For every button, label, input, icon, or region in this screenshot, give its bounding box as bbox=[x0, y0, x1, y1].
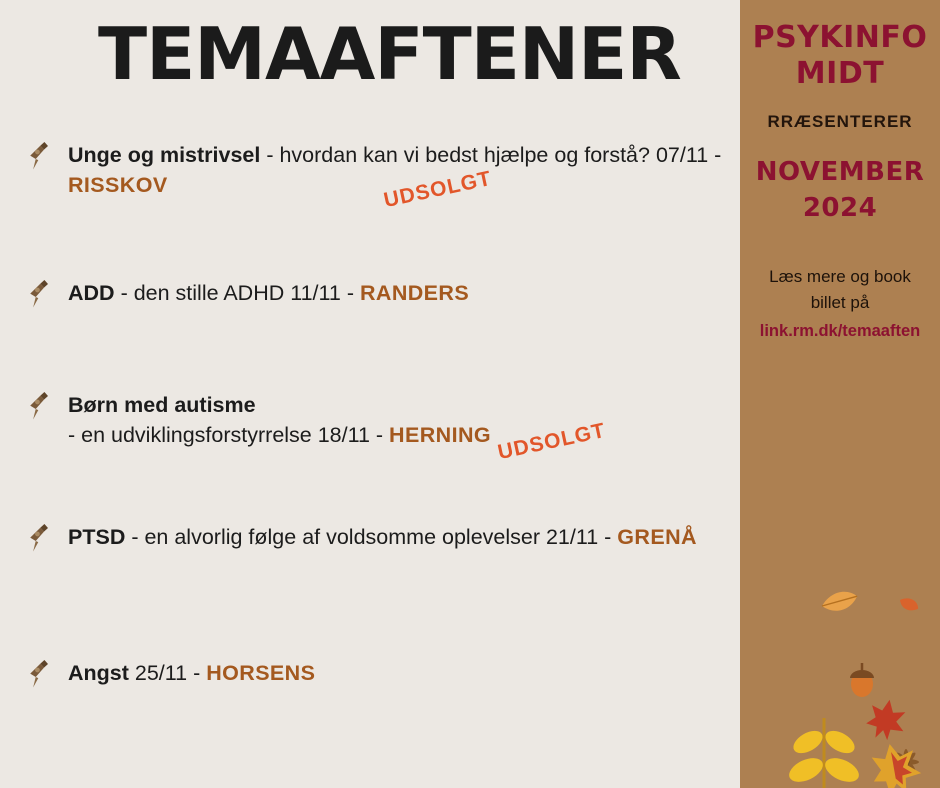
presents-label: RRÆSENTERER bbox=[767, 112, 913, 131]
status-badge: UDSOLGT bbox=[381, 166, 494, 213]
event-description: - den stille ADHD 11/11 - bbox=[114, 281, 360, 305]
event-title: Børn med autisme bbox=[68, 393, 256, 417]
acorn-icon bbox=[850, 663, 874, 697]
event-description: - hvordan kan vi bedst hjælpe og forstå? 07/11 - bbox=[260, 143, 722, 167]
event-description: - en alvorlig følge af voldsomme oplevelser 21/11 - bbox=[125, 525, 618, 549]
list-item[interactable] bbox=[0, 140, 768, 213]
brand-line-2: MIDT bbox=[795, 56, 885, 91]
pushpin-icon bbox=[26, 392, 56, 420]
leaf-icon bbox=[820, 586, 860, 617]
event-text bbox=[68, 390, 768, 450]
leaf-icon bbox=[864, 696, 909, 743]
year-label: 2024 bbox=[802, 193, 878, 223]
event-title: Angst bbox=[68, 661, 129, 685]
event-title: PTSD bbox=[68, 525, 126, 549]
pushpin-icon bbox=[26, 660, 56, 688]
brand-name bbox=[740, 20, 940, 92]
booking-line-2: billet på bbox=[810, 293, 870, 312]
event-text bbox=[68, 278, 768, 308]
pushpin-icon bbox=[26, 524, 56, 552]
month-year bbox=[740, 154, 940, 226]
event-city: RISSKOV bbox=[68, 173, 168, 197]
poster-sidebar bbox=[740, 0, 940, 788]
booking-link[interactable]: link.rm.dk/temaaften bbox=[759, 322, 921, 340]
event-city: HORSENS bbox=[206, 661, 316, 685]
brand-line-1: PSYKINFO bbox=[752, 20, 928, 55]
leaf-icon bbox=[868, 740, 924, 788]
event-city: RANDERS bbox=[359, 281, 470, 305]
autumn-leaves-decoration bbox=[740, 458, 940, 788]
event-text bbox=[68, 658, 768, 688]
event-city: GRENÅ bbox=[617, 525, 697, 549]
event-description: - en udviklingsforstyrrelse 18/11 - bbox=[68, 423, 390, 447]
pushpin-icon bbox=[26, 280, 56, 308]
list-item[interactable] bbox=[0, 658, 768, 688]
status-badge: UDSOLGT bbox=[495, 418, 608, 465]
event-city: HERNING bbox=[389, 423, 491, 447]
booking-line-1: Læs mere og book bbox=[769, 267, 911, 286]
star-anise-icon bbox=[893, 749, 919, 775]
list-item[interactable] bbox=[0, 522, 768, 552]
month-label: NOVEMBER bbox=[755, 157, 925, 187]
page-title: TEMAAFTENER bbox=[98, 12, 681, 96]
event-title: Unge og mistrivsel bbox=[68, 143, 261, 167]
event-text bbox=[68, 522, 768, 552]
pushpin-icon bbox=[26, 142, 56, 170]
list-item[interactable] bbox=[0, 390, 768, 450]
leaf-icon bbox=[898, 596, 921, 614]
booking-info bbox=[740, 264, 940, 344]
leaf-icon bbox=[785, 718, 862, 788]
event-description: 25/11 - bbox=[128, 661, 207, 685]
event-title: ADD bbox=[68, 281, 115, 305]
